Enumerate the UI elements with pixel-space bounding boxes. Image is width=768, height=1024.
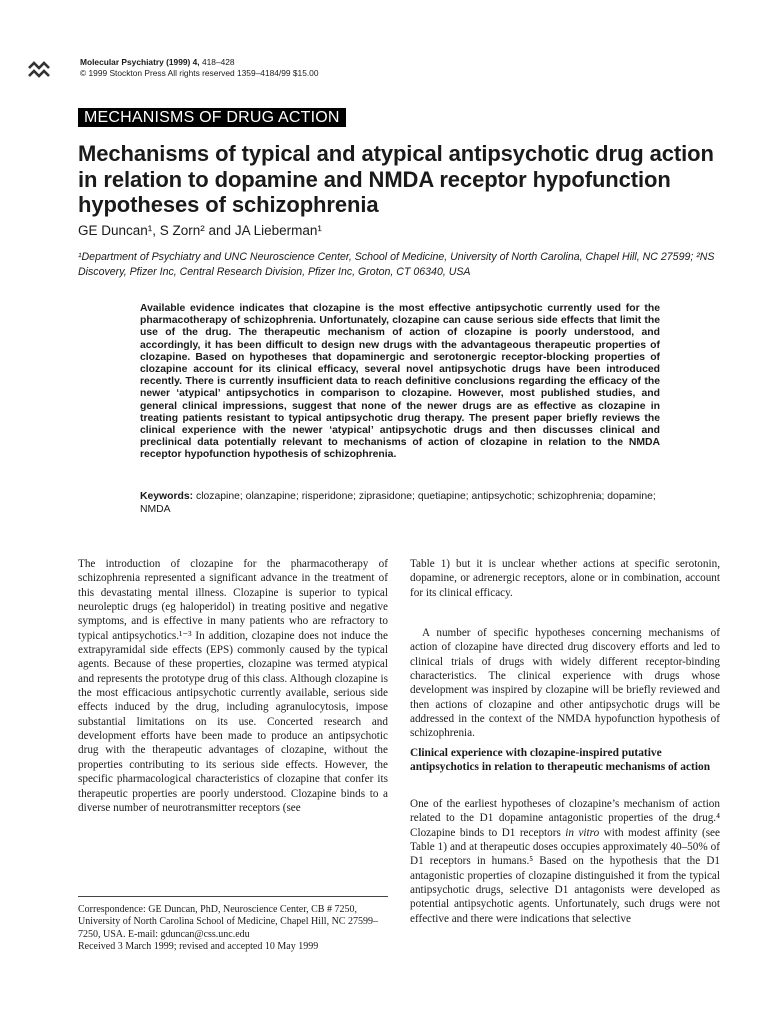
affiliations: ¹Department of Psychiatry and UNC Neuroscience Center, School of Medicine, University of North Carolina, Chapel Hill, NC 27599; ²NS Discovery, Pfizer Inc, Central Research Division, Pfizer Inc, Groton, CT 06340, USA	[78, 251, 715, 278]
section-label: MECHANISMS OF DRUG ACTION	[78, 108, 346, 127]
journal-pages: 418–428	[199, 57, 235, 67]
journal-header	[80, 57, 319, 79]
keywords	[140, 490, 660, 516]
received-dates: Received 3 March 1999; revised and accepted 10 May 1999	[78, 940, 319, 952]
footnote-divider	[78, 896, 388, 897]
correspondence-address: Correspondence: GE Duncan, PhD, Neuroscience Center, CB # 7250, University of North Carolina School of Medicine, Chapel Hill, NC 27599–7250, USA. E-mail: gduncan@css.unc.edu	[78, 904, 378, 940]
journal-copyright: © 1999 Stockton Press All rights reserved 1359–4184/99 $15.00	[80, 68, 319, 78]
journal-citation	[80, 57, 319, 68]
paragraph-3-italic: in vitro	[565, 826, 600, 839]
keywords-label: Keywords:	[140, 491, 194, 502]
paragraph-3-part-b: with modest affinity (see Table 1) and at therapeutic doses occupies approximately 40–50% of D1 receptors in humans.⁵ Based on the hypothesis that the D1 antagonistic properties of clozapine distinguished it from the typical antipsychotic drugs, selective D1 antagonists were developed as potential antipsychotic agents. Unfortunately, such drugs were not effective and there were indications that selective	[410, 826, 720, 925]
article-title: Mechanisms of typical and atypical antipsychotic drug action in relation to dopamine and NMDA receptor hypofunction hypotheses of schizophrenia	[78, 141, 714, 217]
keywords-text: clozapine; olanzapine; risperidone; ziprasidone; quetiapine; antipsychotic; schizophrenia; dopamine; NMDA	[140, 491, 656, 516]
journal-name: Molecular Psychiatry (1999) 4,	[80, 57, 200, 67]
author-list: GE Duncan¹, S Zorn² and JA Lieberman¹	[78, 223, 322, 238]
section-heading: Clinical experience with clozapine-inspired putative antipsychotics in relation to therapeutic mechanisms of action	[410, 747, 711, 774]
body-right-paragraph-3	[410, 797, 720, 926]
body-left-column: The introduction of clozapine for the pharmacotherapy of schizophrenia represented a significant advance in the treatment of this devastating mental illness. Clozapine is superior to typical neuroleptic drugs (eg haloperidol) in treating positive and negative symptoms, and is effective in many patients who are refractory to typical antipsychotics.¹⁻³ In addition, clozapine does not induce the extrapyramidal side effects (EPS) commonly caused by the typical agents. Because of these properties, clozapine was termed atypical and represents the prototype drug of this class. Although clozapine is the most efficacious antipsychotic currently available, serious side effects induced by the drug, including agranulocytosis, impose substantial limitations on its use. Concerted research and development efforts have been made to produce an antipsychotic drug with the therapeutic advantages of clozapine, without the properties contributing to its serious side effects. However, the specific pharmacological characteristics of clozapine that confer its therapeutic properties are poorly understood. Clozapine binds to a diverse number of neurotransmitter receptors (see	[78, 558, 388, 814]
publisher-logo-icon	[28, 60, 50, 80]
correspondence-footnote	[78, 904, 388, 953]
abstract: Available evidence indicates that clozapine is the most effective antipsychotic currently used for the pharmacotherapy of schizophrenia. Unfortunately, clozapine can cause serious side effects that limit the use of the drug. The therapeutic mechanism of action of clozapine is poorly understood, and accordingly, it has been difficult to design new drugs with the advantageous therapeutic properties of clozapine. Based on hypotheses that dopaminergic and serotonergic receptor-blocking properties of clozapine account for its clinical efficacy, several novel antipsychotic drugs have been introduced recently. There is currently insufficient data to reach definitive conclusions regarding the efficacy of the newer ‘atypical’ antipsychotics in comparison to clozapine. However, most published studies, and general clinical impressions, suggest that none of the newer drugs are as effective as clozapine in treating patients resistant to typical antipsychotic drug therapy. The present paper briefly reviews the clinical experience with the newer ‘atypical’ antipsychotic drugs and then discusses clinical and preclinical data potentially relevant to mechanisms of action of clozapine in relation to the NMDA receptor hypofunction hypothesis of schizophrenia.	[140, 303, 660, 461]
paragraph-3-part-a: One of the earliest hypotheses of clozapine’s mechanism of action related to the D1 dopamine antagonistic properties of the drug.⁴ Clozapine binds to D1 receptors	[410, 798, 720, 839]
body-right-paragraph-2: A number of specific hypotheses concerning mechanisms of action of clozapine have directed drug discovery efforts and led to clinical trials of drugs with widely different receptor-binding characteristics. The clinical experience with drugs whose development was inspired by clozapine will be briefly reviewed and then actions of clozapine and other antipsychotic drugs will be addressed in the context of the NMDA hypofunction hypothesis of schizophrenia.	[410, 627, 720, 740]
body-right-paragraph-1: Table 1) but it is unclear whether actions at specific serotonin, dopamine, or adrenergic receptors, alone or in combination, account for its clinical efficacy.	[410, 558, 720, 599]
